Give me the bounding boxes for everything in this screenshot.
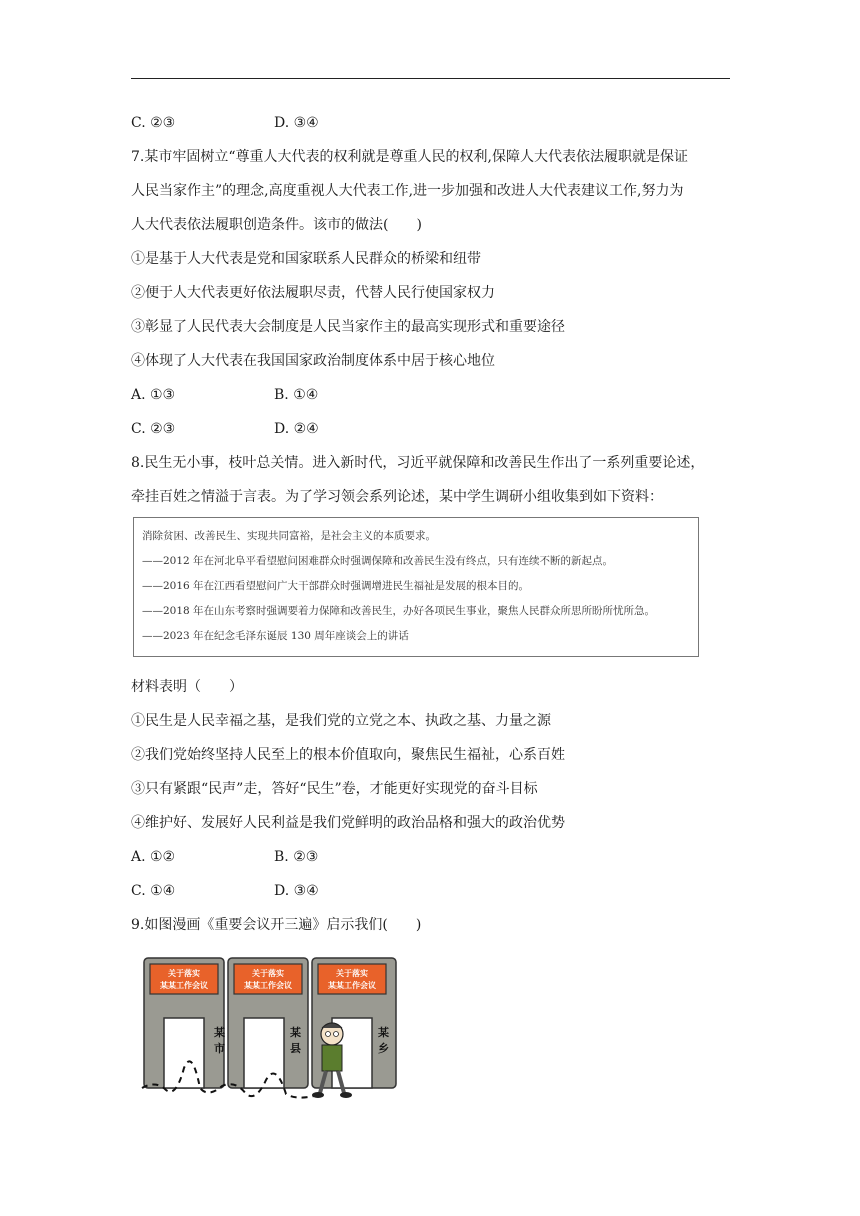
q9-cartoon bbox=[136, 948, 404, 1108]
q6-option-c: C. ②③ bbox=[131, 115, 176, 131]
q7-option-c: C. ②③ bbox=[131, 421, 176, 437]
q8-statement-1: ①民生是人民幸福之基，是我们党的立党之本、执政之基、力量之源 bbox=[131, 713, 551, 729]
gate-2-sign-line-1: 关于落实 bbox=[252, 969, 284, 978]
gate-3-label-b: 乡 bbox=[378, 1042, 389, 1055]
q7-stem-line-1: 7.某市牢固树立“尊重人大代表的权利就是尊重人民的权利,保障人大代表依法履职就是保证 bbox=[131, 149, 688, 165]
gate-1-label-b: 市 bbox=[214, 1042, 225, 1055]
gate-3-sign-line-2: 某某工作会议 bbox=[328, 981, 376, 990]
q7-statement-3: ③彰显了人民代表大会制度是人民当家作主的最高实现形式和重要途径 bbox=[131, 319, 565, 335]
q9-stem: 9.如图漫画《重要会议开三遍》启示我们( ) bbox=[131, 917, 422, 933]
q8-statement-4: ④维护好、发展好人民利益是我们党鲜明的政治品格和强大的政治优势 bbox=[131, 815, 565, 831]
header-rule bbox=[131, 78, 730, 79]
q8-material-line-4: ——2018 年在山东考察时强调要着力保障和改善民生，办好各项民生事业，聚焦人民群众所思所盼所忧所急。 bbox=[142, 605, 656, 617]
q8-material-line-5: ——2023 年在纪念毛泽东诞辰 130 周年座谈会上的讲话 bbox=[142, 630, 409, 642]
gate-1-sign-line-2: 某某工作会议 bbox=[160, 981, 208, 990]
gate-2-label-a: 某 bbox=[290, 1026, 301, 1039]
q8-statement-2: ②我们党始终坚持人民至上的根本价值取向，聚焦民生福祉，心系百姓 bbox=[131, 747, 565, 763]
q8-statement-3: ③只有紧跟“民声”走，答好“民生”卷，才能更好实现党的奋斗目标 bbox=[131, 781, 538, 797]
gate-2 bbox=[228, 958, 308, 1088]
q8-material-line-2: ——2012 年在河北阜平看望慰问困难群众时强调保障和改善民生没有终点，只有连续不断的新起点。 bbox=[142, 555, 614, 567]
gate-3-sign-line-1: 关于落实 bbox=[336, 969, 368, 978]
gate-2-sign-line-2: 某某工作会议 bbox=[244, 981, 292, 990]
q7-stem-line-3: 人大代表依法履职创造条件。该市的做法( ) bbox=[131, 217, 422, 233]
q8-option-a: A. ①② bbox=[131, 849, 176, 865]
gate-2-label-b: 县 bbox=[290, 1042, 301, 1055]
q8-material-line-1: 消除贫困、改善民生、实现共同富裕，是社会主义的本质要求。 bbox=[142, 530, 436, 542]
q8-option-b: B. ②③ bbox=[274, 849, 319, 865]
gate-1-sign-line-1: 关于落实 bbox=[168, 969, 200, 978]
q7-statement-4: ④体现了人大代表在我国国家政治制度体系中居于核心地位 bbox=[131, 353, 495, 369]
gate-1-label-a: 某 bbox=[214, 1026, 225, 1039]
q7-option-b: B. ①④ bbox=[274, 387, 319, 403]
q8-option-d: D. ③④ bbox=[274, 883, 319, 899]
q8-material-box bbox=[133, 517, 699, 657]
q6-option-d: D. ③④ bbox=[274, 115, 319, 131]
q8-lead: 材料表明（ ） bbox=[131, 679, 243, 695]
q7-stem-line-2: 人民当家作主”的理念,高度重视人大代表工作,进一步加强和改进人大代表建议工作,努力为 bbox=[131, 183, 684, 199]
q8-material-line-3: ——2016 年在江西看望慰问广大干部群众时强调增进民生福祉是发展的根本目的。 bbox=[142, 580, 530, 592]
q7-statement-2: ②便于人大代表更好依法履职尽责，代替人民行使国家权力 bbox=[131, 285, 495, 301]
cartoon-svg bbox=[136, 948, 404, 1108]
q7-statement-1: ①是基于人大代表是党和国家联系人民群众的桥梁和纽带 bbox=[131, 251, 481, 267]
q8-stem-line-1: 8.民生无小事，枝叶总关情。进入新时代，习近平就保障和改善民生作出了一系列重要论述， bbox=[131, 455, 705, 471]
q8-option-c: C. ①④ bbox=[131, 883, 176, 899]
q8-stem-line-2: 牵挂百姓之情溢于言表。为了学习领会系列论述，某中学生调研小组收集到如下资料： bbox=[131, 489, 663, 505]
gate-3-label-a: 某 bbox=[378, 1026, 389, 1039]
q7-option-a: A. ①③ bbox=[131, 387, 176, 403]
q7-option-d: D. ②④ bbox=[274, 421, 319, 437]
